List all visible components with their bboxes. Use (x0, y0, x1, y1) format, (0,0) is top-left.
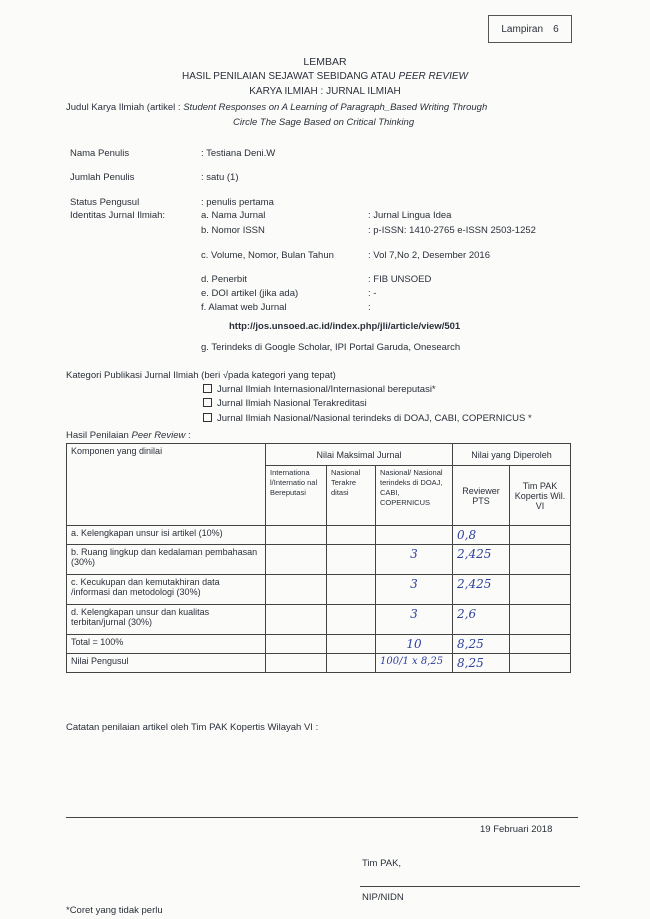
d-value: : FIB UNSOED (368, 274, 432, 285)
checkbox-3 (203, 413, 212, 422)
header-line3: KARYA ILMIAH : JURNAL ILMIAH (249, 86, 401, 97)
table-row: Nilai Pengusul 100/1 x 8,25 8,25 (67, 654, 571, 673)
nama-penulis-value: : Testiana Deni.W (201, 148, 276, 159)
divider-line (66, 817, 578, 818)
jumlah-penulis-label: Jumlah Penulis (70, 172, 135, 183)
jumlah-penulis-value: : satu (1) (201, 172, 239, 183)
status-value: : penulis pertama (201, 197, 274, 208)
status-label: Status Pengusul (70, 197, 140, 208)
judul-title-2: Circle The Sage Based on Critical Thinking (233, 117, 415, 128)
table-row: Total = 100% 10 8,25 (67, 635, 571, 654)
c-value: : Vol 7,No 2, Desember 2016 (368, 250, 490, 261)
journal-url: http://jos.unsoed.ac.id/index.php/jli/article/view/501 (229, 321, 461, 332)
h-nilai-maks: Nilai Maksimal Jurnal (266, 444, 453, 466)
lampiran-number: 6 (553, 23, 559, 35)
header-line1: LEMBAR (303, 56, 347, 68)
h-tim: Tim PAK Kopertis Wil. VI (510, 466, 571, 526)
h-nilai-diperoleh: Nilai yang Diperoleh (453, 444, 571, 466)
kategori-label: Kategori Publikasi Jurnal Ilmiah (beri √pada kategori yang tepat) (66, 370, 336, 381)
b-value: : p-ISSN: 1410-2765 e-ISSN 2503-1252 (368, 225, 536, 236)
b-label: b. Nomor ISSN (201, 225, 265, 236)
date: 19 Februari 2018 (480, 824, 553, 835)
f-label: f. Alamat web Jurnal (201, 302, 287, 313)
kategori-option-2: Jurnal Ilmiah Nasional Terakreditasi (203, 398, 367, 409)
h-nas-idx: Nasional/ Nasional terindeks di DOAJ, CABI, COPERNICUS (376, 466, 453, 526)
lampiran-box (488, 15, 572, 43)
table-row: a. Kelengkapan unsur isi artikel (10%) 0,8 (67, 526, 571, 545)
header-line2: HASIL PENILAIAN SEJAWAT SEBIDANG ATAU PEER REVIEW (181, 71, 468, 82)
signature-line (360, 886, 580, 887)
g-label: g. Terindeks di Google Scholar, IPI Portal Garuda, Onesearch (201, 342, 461, 353)
table-row: b. Ruang lingkup dan kedalaman pembahasan (30%) 3 2,425 (67, 545, 571, 575)
h-komponen: Komponen yang dinilai (67, 444, 266, 526)
kategori-option-3: Jurnal Ilmiah Nasional/Nasional terindeks di DOAJ, CABI, COPERNICUS * (203, 413, 532, 424)
footnote: *Coret yang tidak perlu (66, 905, 163, 916)
table-row: d. Kelengkapan unsur dan kualitas terbitan/jurnal (30%) 3 2,6 (67, 605, 571, 635)
e-value: : - (368, 288, 377, 299)
table-row: c. Kecukupan dan kemutakhiran data /informasi dan metodologi (30%) 3 2,425 (67, 575, 571, 605)
checkbox-1 (203, 384, 212, 393)
checkbox-2 (203, 398, 212, 407)
d-label: d. Penerbit (201, 274, 247, 285)
catatan-label: Catatan penilaian artikel oleh Tim PAK Kopertis Wilayah VI : (66, 722, 319, 733)
identitas-label: Identitas Jurnal Ilmiah: (70, 210, 166, 221)
tim-pak-label: Tim PAK, (362, 858, 402, 869)
review-table (66, 443, 571, 673)
a-value: : Jurnal Lingua Idea (368, 210, 452, 221)
h-reviewer: Reviewer PTS (453, 466, 510, 526)
e-label: e. DOI artikel (jika ada) (201, 288, 299, 299)
f-value: : (368, 302, 371, 313)
c-label: c. Volume, Nomor, Bulan Tahun (201, 250, 334, 261)
judul-label: Judul Karya Ilmiah (artikel : (66, 102, 184, 113)
a-label: a. Nama Jurnal (201, 210, 266, 221)
judul-title-1: Student Responses on A Learning of Paragraph_Based Writing Through (183, 102, 488, 113)
h-nas-akr: Nasional Terakre ditasi (327, 466, 376, 526)
nip-label: NIP/NIDN (362, 892, 404, 903)
hasil-label: Hasil Penilaian Peer Review : (66, 430, 191, 441)
h-intl: Internationa l/Internatio nal Bereputasi (266, 466, 327, 526)
judul-row (66, 102, 487, 113)
lampiran-label: Lampiran (501, 23, 544, 35)
nama-penulis-label: Nama Penulis (70, 148, 130, 159)
kategori-option-1: Jurnal Ilmiah Internasional/Internasional bereputasi* (203, 384, 436, 395)
